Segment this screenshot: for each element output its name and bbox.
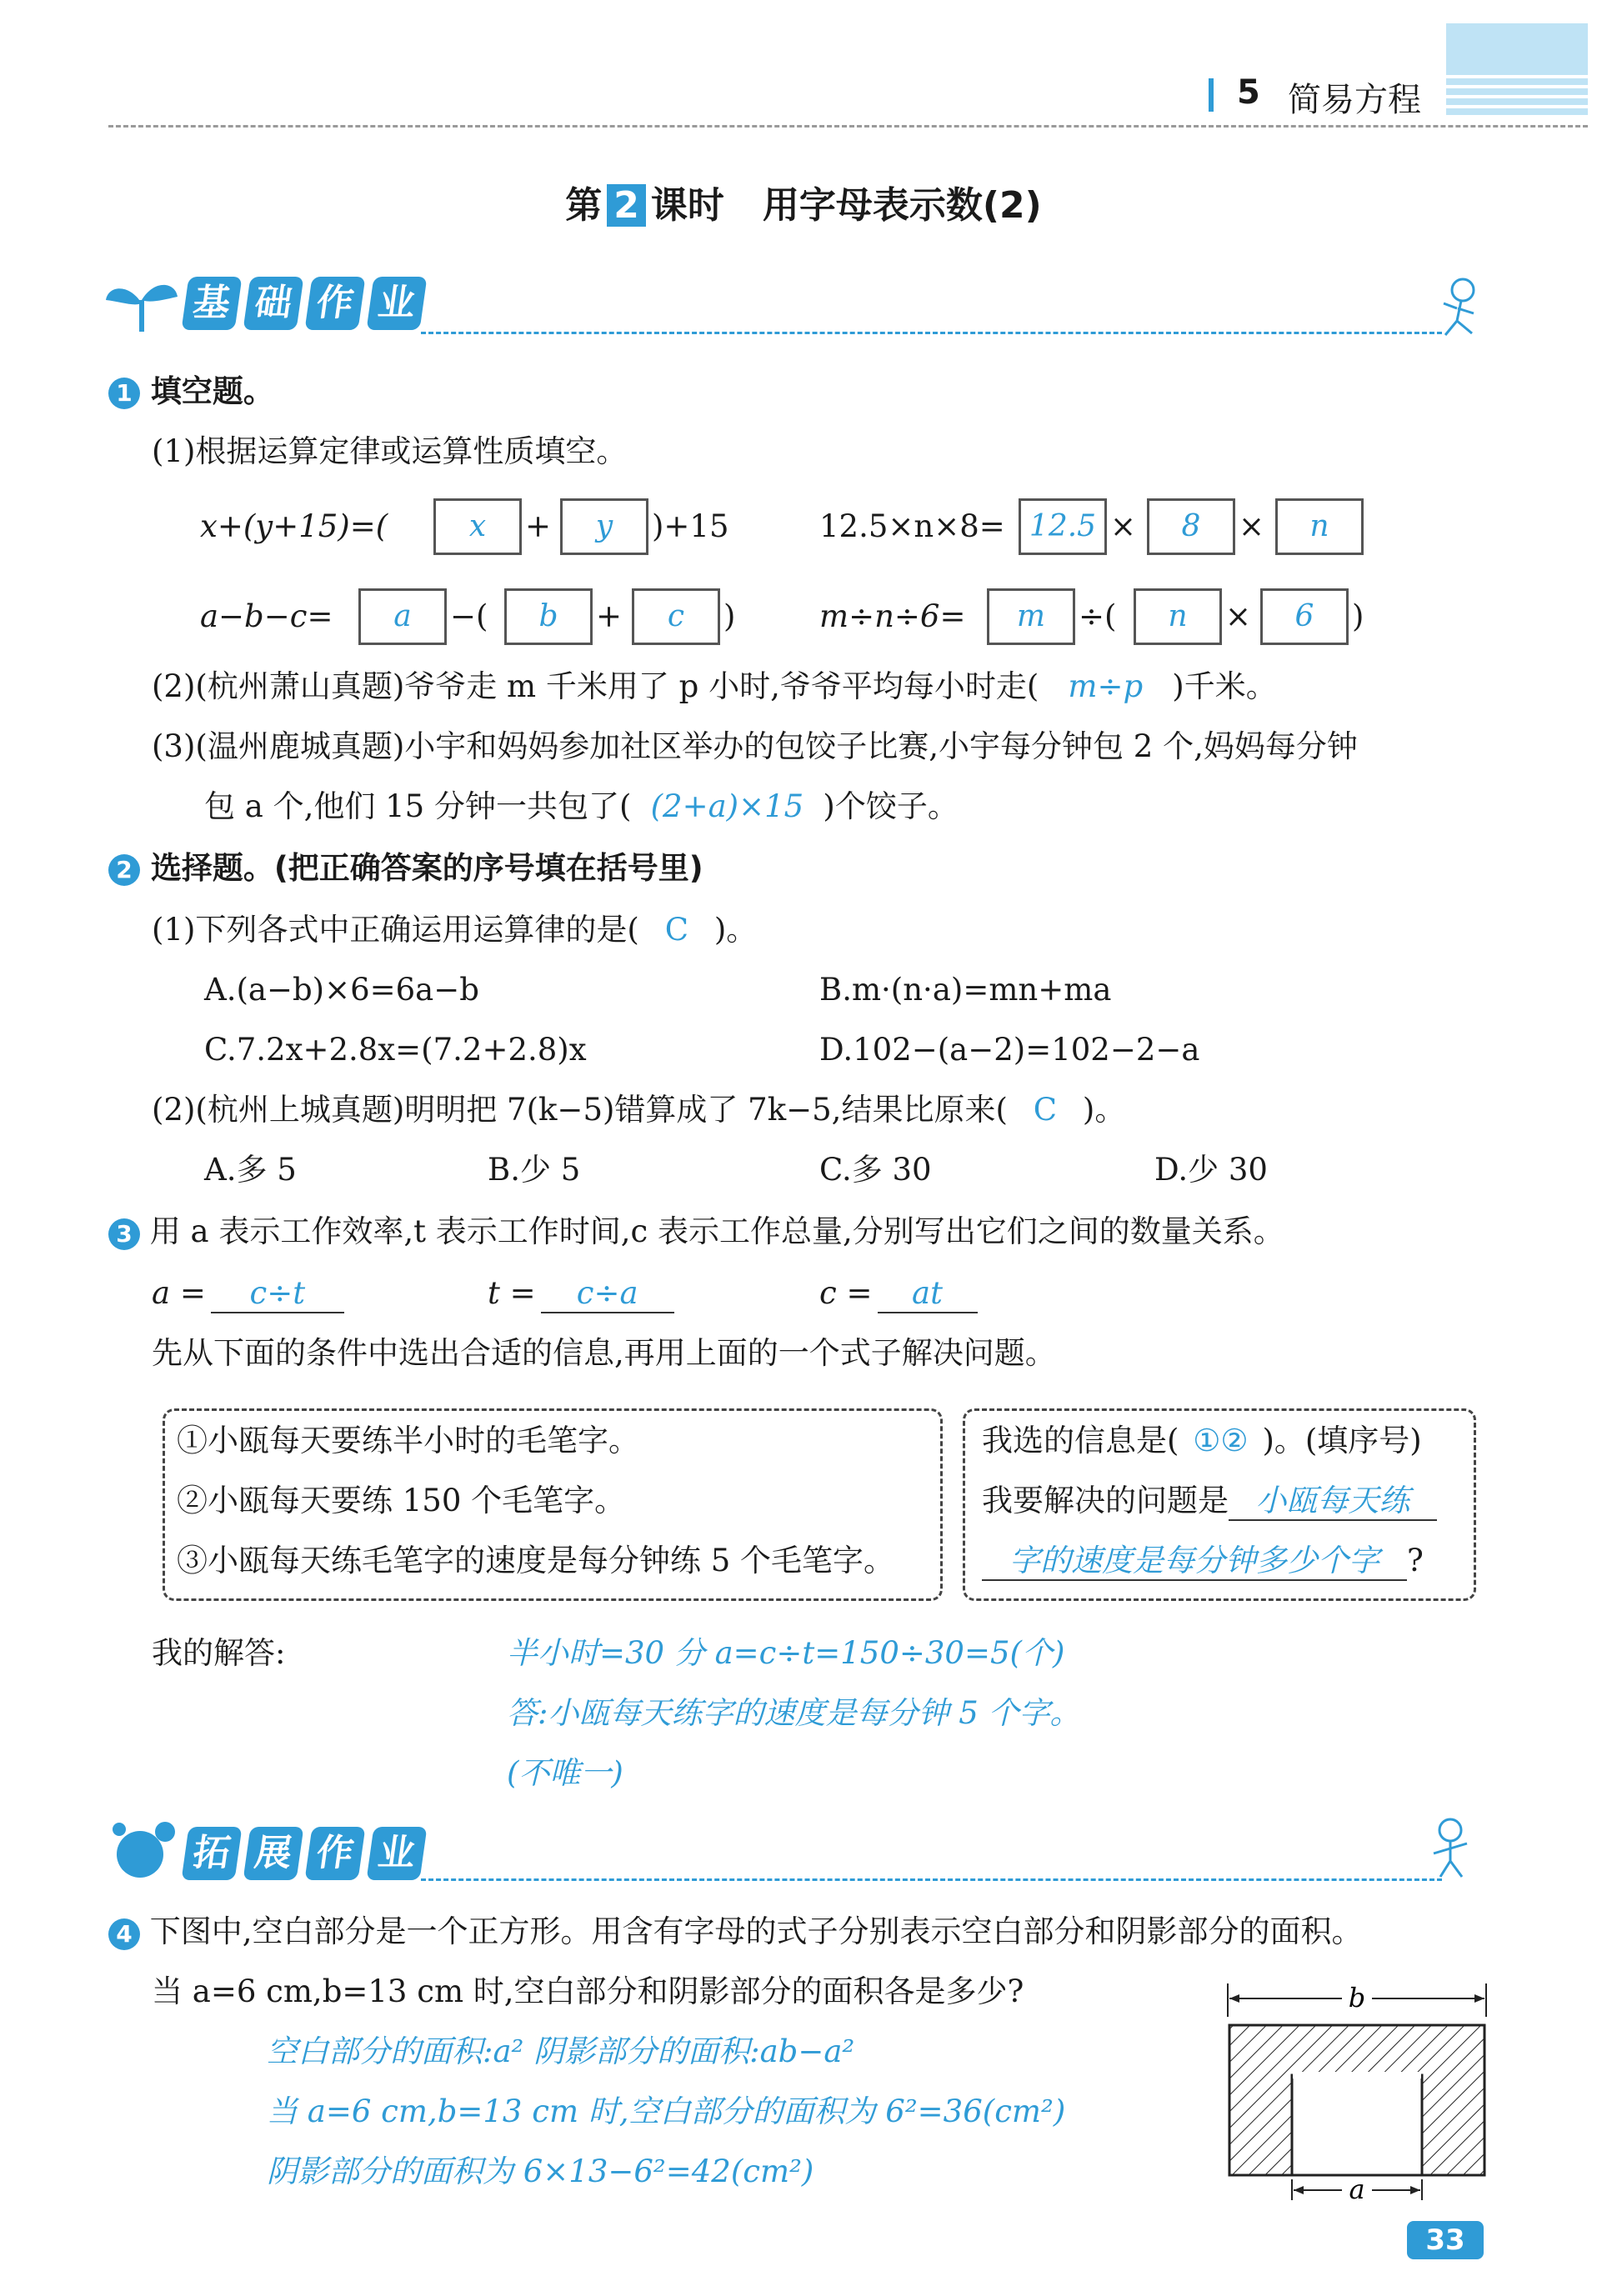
q4-line2: 当 a=6 cm,b=13 cm 时,空白部分和阴影部分的面积各是多少?	[152, 1973, 1024, 2009]
header-divider	[108, 125, 1588, 128]
sprout-icon	[104, 275, 179, 337]
eq2-answer-box[interactable]: n	[1275, 498, 1364, 555]
eq4-op1: ÷(	[1079, 598, 1117, 634]
q1-part3-line1: (3)(温州鹿城真题)小宇和妈妈参加社区举办的包饺子比赛,小宇每分钟包 2 个,妈妈每分钟	[152, 728, 1358, 764]
q3-problem-answer2[interactable]: 字的速度是每分钟多少个字	[982, 1543, 1407, 1581]
header-separator	[1209, 78, 1214, 112]
q3-condition: ③小瓯每天练毛笔字的速度是每分钟练 5 个毛笔字。	[177, 1543, 895, 1578]
q3-solution-line[interactable]: (不唯一)	[507, 1755, 623, 1791]
q3-heading	[108, 1213, 1284, 1250]
lesson-number: 2	[607, 184, 646, 227]
eq4-answer-box[interactable]: n	[1134, 588, 1222, 645]
section-banner-basic	[185, 277, 423, 330]
eq2-left: 12.5×n×8=	[819, 508, 1005, 544]
q3-formula-c: c = at	[819, 1275, 978, 1313]
q3-choice-answer[interactable]: ①②	[1193, 1423, 1249, 1458]
q2-title: 选择题。(把正确答案的序号填在括号里)	[150, 850, 703, 886]
eq1-op: +	[525, 508, 552, 544]
q1-title: 填空题。	[150, 373, 274, 409]
q2-part2-option: C.多 30	[819, 1152, 932, 1188]
q2-part1-option: B.m·(n·a)=mn+ma	[819, 972, 1112, 1008]
q2-part1: (1)下列各式中正确运用运算律的是( C )。	[152, 912, 758, 948]
q3-solution-line[interactable]: 半小时=30 分 a=c÷t=150÷30=5(个)	[507, 1635, 1065, 1671]
q3-solution-label: 我的解答:	[152, 1635, 286, 1671]
page-number: 33	[1407, 2221, 1484, 2259]
q2-part1-option: C.7.2x+2.8x=(7.2+2.8)x	[204, 1032, 587, 1068]
q3-conditions-box	[163, 1408, 943, 1601]
eq3-answer-box[interactable]: b	[504, 588, 593, 645]
running-kid-icon	[1425, 275, 1492, 345]
q3-formula-t: t = c÷a	[488, 1275, 674, 1313]
q2-heading	[108, 850, 703, 887]
bubbles-icon	[107, 1817, 182, 1887]
header-decoration	[1446, 23, 1588, 115]
eq3-answer-box[interactable]: c	[632, 588, 720, 645]
eq4-op2: ×	[1225, 598, 1252, 634]
banner-char: 作	[305, 1827, 366, 1880]
section-divider	[421, 332, 1442, 334]
q2-part2-option: B.少 5	[488, 1152, 581, 1188]
q3-number: 3	[108, 1218, 140, 1250]
q3-choice: 我选的信息是( ①② )。(填序号)	[982, 1423, 1422, 1458]
q1-heading	[108, 373, 274, 410]
q2-number: 2	[108, 854, 140, 886]
q1-part3-line2: 包 a 个,他们 15 分钟一共包了( (2+a)×15 )个饺子。	[204, 788, 959, 824]
eq3-left: a−b−c=	[200, 598, 333, 634]
eq4-right: )	[1352, 598, 1364, 634]
lesson-title	[0, 175, 1607, 228]
eq3-answer-box[interactable]: a	[358, 588, 447, 645]
eq4-answer-box[interactable]: m	[987, 588, 1075, 645]
eq2-op2: ×	[1239, 508, 1265, 544]
q3-instruction: 先从下面的条件中选出合适的信息,再用上面的一个式子解决问题。	[152, 1335, 1056, 1371]
q3-formula-t-answer[interactable]: c÷a	[541, 1275, 674, 1313]
banner-char: 业	[367, 1827, 428, 1880]
fig-label-b: b	[1348, 1982, 1366, 2013]
q1-part1: (1)根据运算定律或运算性质填空。	[152, 433, 628, 469]
q3-solution-line[interactable]: 答:小瓯每天练字的速度是每分钟 5 个字。	[507, 1695, 1081, 1731]
section-banner-extend	[185, 1827, 423, 1880]
q4-answer-line[interactable]: 当 a=6 cm,b=13 cm 时,空白部分的面积为 6²=36(cm²)	[267, 2093, 1066, 2129]
eq2-op1: ×	[1110, 508, 1137, 544]
eq1-answer-box[interactable]: y	[560, 498, 648, 555]
banner-char: 业	[367, 277, 428, 330]
q2-part2: (2)(杭州上城真题)明明把 7(k−5)错算成了 7k−5,结果比原来( C )。	[152, 1092, 1126, 1128]
banner-char: 拓	[182, 1827, 243, 1880]
lesson-suffix: 课时	[650, 184, 724, 227]
q2-part2-option: A.多 5	[204, 1152, 297, 1188]
banner-char: 基	[182, 277, 243, 330]
q4-heading	[108, 1913, 1363, 1950]
q1-part2-answer[interactable]: m÷p	[1068, 668, 1144, 704]
q4-answer-line[interactable]: 阴影部分的面积为 6×13−6²=42(cm²)	[267, 2153, 814, 2189]
eq2-answer-box[interactable]: 12.5	[1019, 498, 1107, 555]
q3-condition: ②小瓯每天要练 150 个毛笔字。	[177, 1483, 626, 1518]
eq3-right: )	[723, 598, 736, 634]
q3-problem-answer1[interactable]: 小瓯每天练	[1229, 1483, 1437, 1521]
q2-part1-option: A.(a−b)×6=6a−b	[204, 972, 479, 1008]
q2-part1-option: D.102−(a−2)=102−2−a	[819, 1032, 1200, 1068]
q3-text: 用 a 表示工作效率,t 表示工作时间,c 表示工作总量,分别写出它们之间的数量关系。	[149, 1213, 1284, 1249]
q4-figure	[1225, 1967, 1500, 2212]
q3-formula-c-answer[interactable]: at	[878, 1275, 978, 1313]
eq1-right: )+15	[652, 508, 729, 544]
eq3-op1: −(	[450, 598, 488, 634]
q3-problem: 我要解决的问题是 小瓯每天练	[982, 1483, 1437, 1521]
kid-icon	[1417, 1815, 1484, 1885]
section-divider	[421, 1878, 1442, 1881]
eq2-answer-box[interactable]: 8	[1147, 498, 1235, 555]
banner-char: 作	[305, 277, 366, 330]
q3-choice-box	[963, 1408, 1476, 1601]
banner-char: 础	[243, 277, 304, 330]
q3-condition: ①小瓯每天要练半小时的毛笔字。	[177, 1423, 639, 1458]
q4-line1: 下图中,空白部分是一个正方形。用含有字母的式子分别表示空白部分和阴影部分的面积。	[149, 1913, 1363, 1949]
q1-part2: (2)(杭州萧山真题)爷爷走 m 千米用了 p 小时,爷爷平均每小时走( m÷p )千米。	[152, 668, 1277, 704]
chapter-title: 简易方程	[1288, 81, 1421, 119]
q4-answer-line[interactable]: 空白部分的面积:a² 阴影部分的面积:ab−a²	[267, 2033, 855, 2069]
q1-part3-answer[interactable]: (2+a)×15	[650, 788, 804, 824]
q2-part2-option: D.少 30	[1154, 1152, 1268, 1188]
q3-formula-a: a = c÷t	[152, 1275, 344, 1313]
q3-formula-a-answer[interactable]: c÷t	[211, 1275, 344, 1313]
q2-part1-answer[interactable]: C	[664, 912, 689, 948]
q3-problem-line2: 字的速度是每分钟多少个字 ?	[982, 1543, 1424, 1581]
eq4-answer-box[interactable]: 6	[1260, 588, 1349, 645]
fig-label-a: a	[1349, 2173, 1365, 2205]
q1-number: 1	[108, 378, 140, 409]
lesson-prefix: 第	[565, 184, 603, 227]
q2-part2-answer[interactable]: C	[1033, 1092, 1058, 1128]
chapter-number: 5	[1237, 73, 1260, 112]
banner-char: 展	[243, 1827, 304, 1880]
eq1-left: x+(y+15)=(	[200, 508, 388, 544]
eq3-op2: +	[596, 598, 623, 634]
q4-number: 4	[108, 1918, 140, 1950]
lesson-topic: 用字母表示数(2)	[762, 184, 1042, 227]
eq1-answer-box[interactable]: x	[433, 498, 522, 555]
eq4-left: m÷n÷6=	[819, 598, 966, 634]
